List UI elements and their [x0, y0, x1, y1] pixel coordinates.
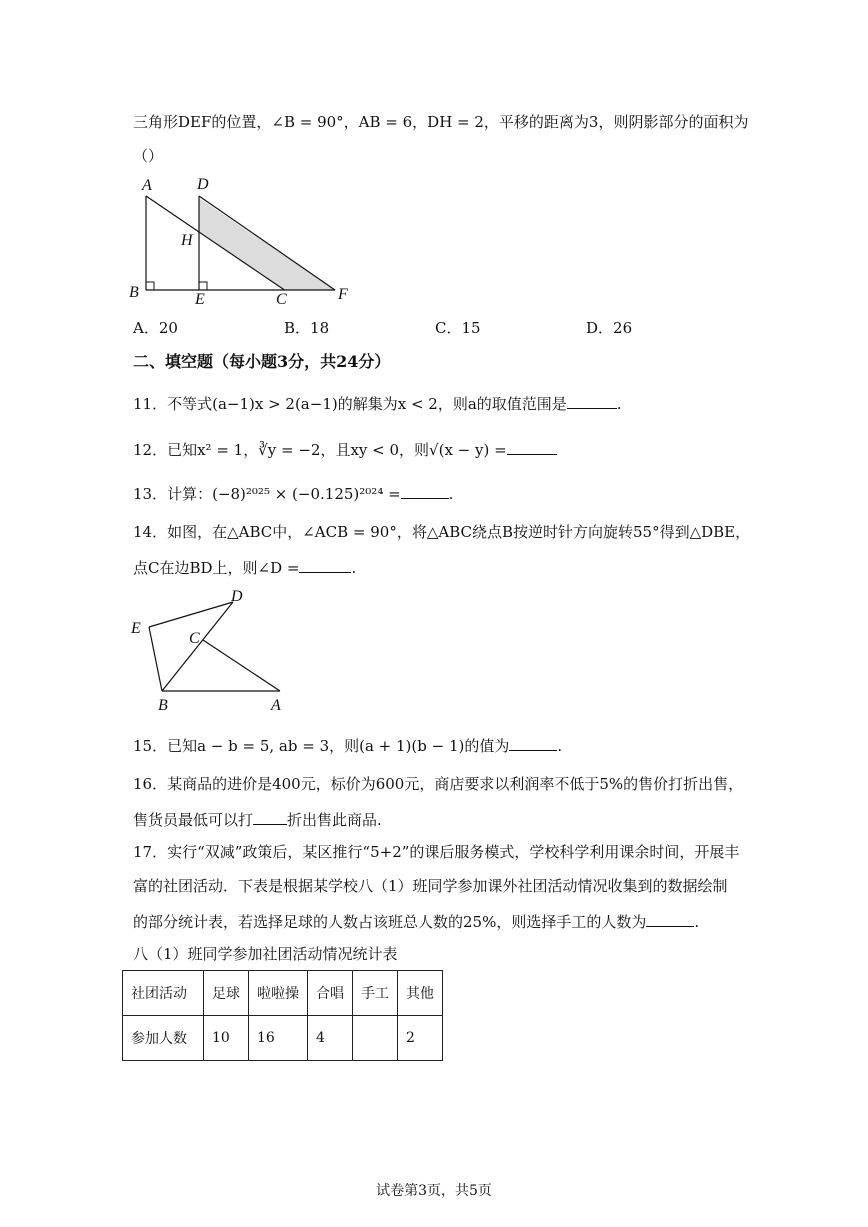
- q10-option-b: B．18: [284, 319, 330, 337]
- table-header-cell: 啦啦操: [249, 971, 308, 1016]
- table-cell: 参加人数: [123, 1016, 204, 1061]
- table-header-cell: 手工: [353, 971, 398, 1016]
- q10-figure: [125, 170, 365, 310]
- table-cell: 4: [308, 1016, 353, 1061]
- label-c: C: [276, 291, 287, 308]
- q10-text-line1: 三角形DEF的位置，∠B = 90°，AB = 6，DH = 2，平移的距离为3，则阴影部分的面积为: [133, 113, 749, 131]
- table-header-cell: 合唱: [308, 971, 353, 1016]
- question-14-line1: 14．如图，在△ABC中，∠ACB = 90°，将△ABC绕点B按逆时针方向旋转55°得到△DBE，: [133, 523, 751, 541]
- question-17-line1: 17．实行“双减”政策后，某区推行“5+2”的课后服务模式，学校科学利用课余时间，开展丰: [133, 843, 740, 861]
- answer-blank[interactable]: [507, 438, 557, 455]
- table-cell: 10: [204, 1016, 249, 1061]
- table-title: 八（1）班同学参加社团活动情况统计表: [133, 945, 398, 963]
- activity-stats-table: [122, 970, 443, 1061]
- question-12: 12．已知x² = 1，∛y = −2，且xy < 0，则√(x − y) =: [133, 438, 557, 460]
- question-13: 13．计算：(−8)²⁰²⁵ × (−0.125)²⁰²⁴ = .: [133, 482, 453, 504]
- label-e: E: [131, 620, 141, 637]
- q10-option-d: D．26: [586, 319, 633, 337]
- table-header-cell: 社团活动: [123, 971, 204, 1016]
- table-cell: [353, 1016, 398, 1061]
- question-17-line2: 富的社团活动．下表是根据某学校八（1）班同学参加课外社团活动情况收集到的数据绘制: [133, 877, 728, 895]
- label-b: B: [158, 697, 168, 714]
- table-header-row: [123, 971, 443, 1016]
- question-16-line1: 16．某商品的进价是400元，标价为600元，商店要求以利润率不低于5%的售价打折出售，: [133, 775, 744, 793]
- q10-answer-paren: （）: [133, 147, 164, 165]
- label-b: B: [129, 284, 139, 301]
- label-a: A: [271, 697, 281, 714]
- table-row: [123, 1016, 443, 1061]
- question-16-line2: 售货员最低可以打 折出售此商品.: [133, 808, 382, 830]
- segment-ca: [203, 640, 280, 691]
- q10-option-a: A．20: [133, 319, 178, 337]
- question-14-line2: 点C在边BD上，则∠D = .: [133, 556, 356, 578]
- section-title-fill-in: 二、填空题（每小题3分，共24分）: [133, 352, 391, 371]
- q14-figure: [125, 585, 295, 715]
- q10-option-c: C．15: [435, 319, 481, 337]
- table-cell: 16: [249, 1016, 308, 1061]
- label-e: E: [195, 291, 205, 308]
- label-f: F: [338, 286, 348, 303]
- answer-blank[interactable]: [509, 734, 557, 751]
- page-footer: 试卷第3页，共5页: [376, 1183, 492, 1199]
- answer-blank[interactable]: [299, 556, 351, 573]
- question-15: 15．已知a − b = 5, ab = 3，则(a + 1)(b − 1)的值为 .: [133, 734, 562, 756]
- label-h: H: [181, 232, 193, 249]
- table-header-cell: 足球: [204, 971, 249, 1016]
- right-angle-mark-b: [146, 282, 154, 290]
- label-d: D: [197, 176, 209, 193]
- label-c: C: [189, 630, 200, 647]
- answer-blank[interactable]: [253, 808, 287, 825]
- table-header-cell: 其他: [398, 971, 443, 1016]
- segment-eb: [149, 627, 162, 691]
- answer-blank[interactable]: [401, 482, 449, 499]
- question-11: 11．不等式(a−1)x > 2(a−1)的解集为x < 2，则a的取值范围是 .: [133, 392, 622, 414]
- segment-ed: [149, 602, 233, 627]
- table-cell: 2: [398, 1016, 443, 1061]
- label-d: D: [231, 588, 243, 605]
- right-angle-mark-e: [199, 282, 207, 290]
- answer-blank[interactable]: [646, 910, 694, 927]
- answer-blank[interactable]: [567, 392, 617, 409]
- question-17-line3: 的部分统计表，若选择足球的人数占该班总人数的25%，则选择手工的人数为 .: [133, 910, 699, 932]
- label-a: A: [142, 177, 152, 194]
